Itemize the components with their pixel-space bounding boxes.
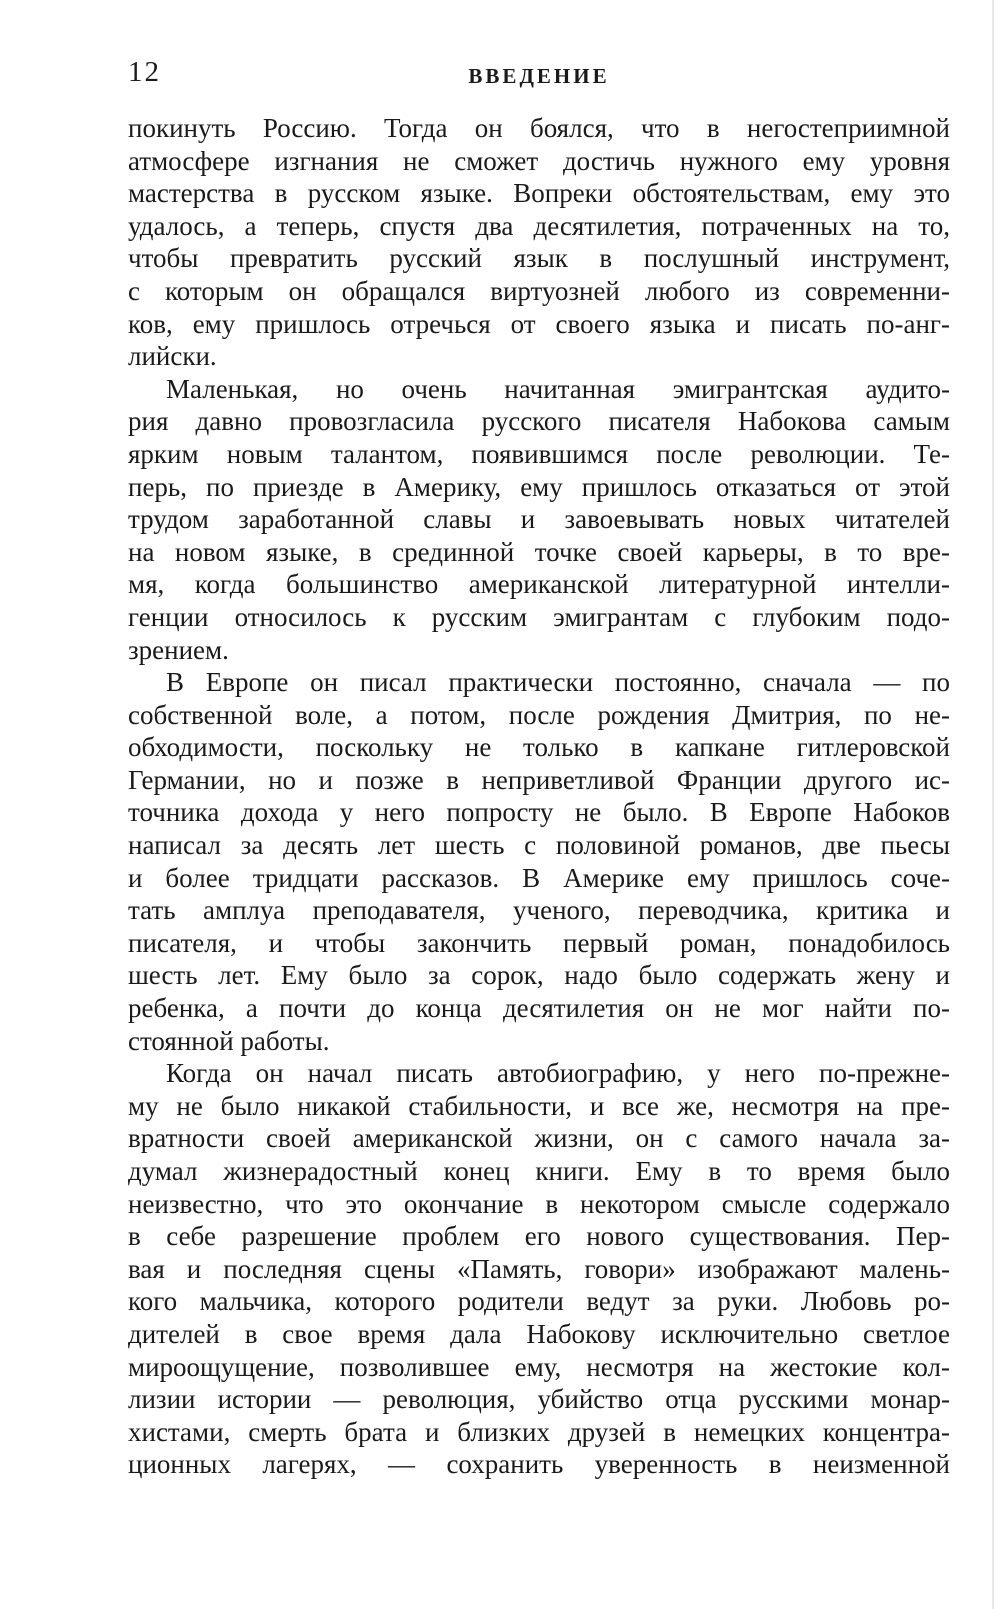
text-line: мастерства в русском языке. Вопреки обстоятельствам, ему это (128, 178, 950, 209)
page-number: 12 (128, 56, 161, 88)
text-line: Маленькая, но очень начитанная эмигрантская аудито- (166, 373, 950, 404)
text-line: лизии истории — революция, убийство отца русскими монар- (128, 1384, 950, 1415)
text-line: писателя, и чтобы закончить первый роман, понадобилось (128, 927, 950, 958)
text-line: удалось, а теперь, спустя два десятилетия, потраченных на то, (128, 210, 950, 241)
text-line: Германии, но и позже в неприветливой Франции другого ис- (128, 764, 950, 795)
text-line: думал жизнерадостный конец книги. Ему в то время было (128, 1156, 950, 1186)
text-line: Когда он начал писать автобиографию, у него по-прежне- (166, 1058, 950, 1089)
body-text (128, 112, 950, 1481)
text-line: лийски. (128, 341, 217, 372)
text-line: в себе разрешение проблем его нового существования. Пер- (128, 1221, 950, 1252)
text-line: шесть лет. Ему было за сорок, надо было содержать жену и (128, 960, 950, 991)
text-line: собственной воле, а потом, после рождения Дмитрия, по не- (128, 699, 950, 730)
text-line: кого мальчика, которого родители ведут за руки. Любовь ро- (128, 1286, 950, 1317)
text-line: вратности своей американской жизни, он с самого начала за- (128, 1123, 950, 1154)
text-line: В Европе он писал практически постоянно, сначала — по (166, 667, 950, 698)
text-line: стоянной работы. (128, 1025, 330, 1056)
text-line: зрением. (128, 634, 229, 665)
text-line: дителей в свое время дала Набокову исключительно светлое (128, 1318, 950, 1349)
paragraph (128, 373, 950, 666)
text-line: ребенка, а почти до конца десятилетия он не мог найти по- (128, 993, 950, 1024)
text-line: генции относилось к русским эмигрантам с глубоким подо- (128, 601, 950, 632)
text-line: мироощущение, позволившее ему, несмотря на жестокие кол- (128, 1351, 950, 1382)
text-line: перь, по приезде в Америку, ему пришлось отказаться от этой (128, 471, 950, 502)
text-line: написал за десять лет шесть с половиной романов, две пьесы (128, 830, 950, 861)
text-line: ярким новым талантом, появившимся после революции. Те- (128, 438, 950, 469)
text-line: покинуть Россию. Тогда он боялся, что в негостеприимной (128, 113, 950, 143)
text-line: обходимости, поскольку не только в капкане гитлеровской (128, 732, 950, 763)
paragraph (128, 666, 950, 1057)
text-line: вая и последняя сцены «Память, говори» изображают малень- (128, 1253, 950, 1284)
paragraph (128, 112, 950, 373)
text-line: мя, когда большинство американской литературной интелли- (128, 569, 950, 600)
text-line: рия давно провозгласила русского писателя Набокова самым (128, 406, 950, 437)
text-line: ков, ему пришлось отречься от своего языка и писать по-анг- (128, 308, 950, 339)
text-line: с которым он обращался виртуозней любого из современни- (128, 275, 950, 306)
text-line: на новом языке, в срединной точке своей карьеры, в то вре- (128, 536, 950, 567)
text-line: тать амплуа преподавателя, ученого, переводчика, критика и (128, 895, 950, 926)
text-line: чтобы превратить русский язык в послушный инструмент, (128, 243, 950, 274)
text-line: трудом заработанной славы и завоевывать новых читателей (128, 504, 950, 535)
text-line: хистами, смерть брата и близких друзей в немецких концентра- (128, 1416, 950, 1447)
scan-edge-line (992, 0, 994, 1609)
running-head: ВВЕДЕНИЕ (468, 64, 610, 88)
text-line: и более тридцати рассказов. В Америке ему пришлось соче- (128, 862, 950, 893)
text-line: атмосфере изгнания не сможет достичь нужного ему уровня (128, 145, 950, 176)
text-line: му не было никакой стабильности, и все же, несмотря на пре- (128, 1090, 950, 1121)
text-line: неизвестно, что это окончание в некотором смысле содержало (128, 1188, 950, 1219)
text-line: точника дохода у него попросту не было. В Европе Набоков (128, 797, 950, 828)
text-line: ционных лагерях, — сохранить уверенность в неизменной (128, 1449, 950, 1480)
page-header (128, 56, 950, 96)
paragraph (128, 1057, 950, 1481)
